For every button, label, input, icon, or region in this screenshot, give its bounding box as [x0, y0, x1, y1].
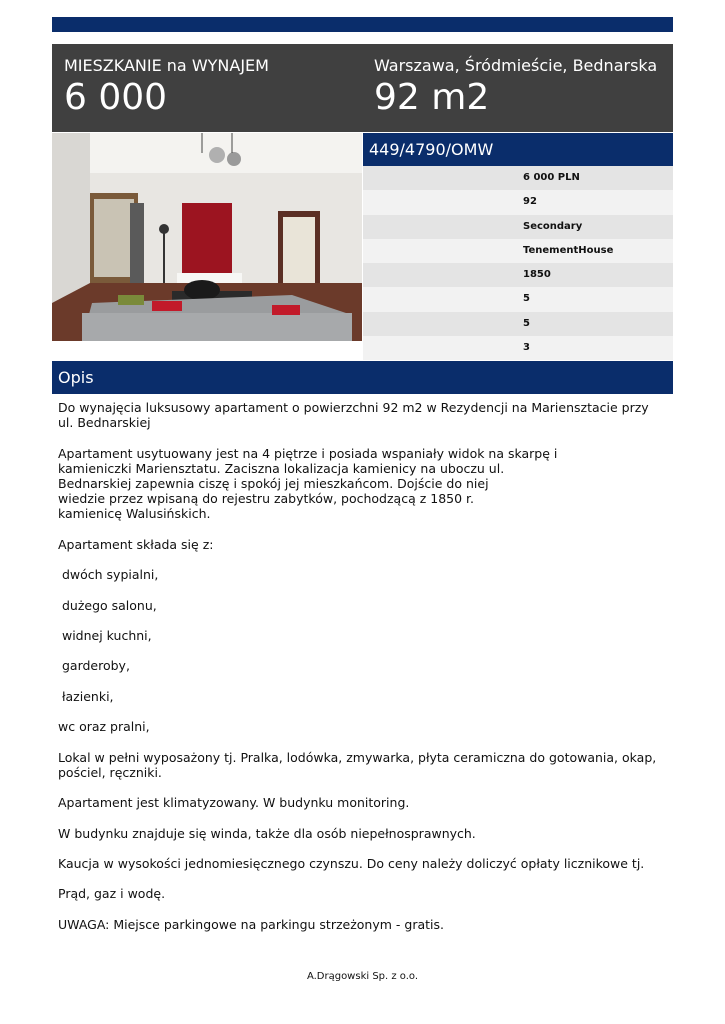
room-item: łazienki, [58, 688, 114, 704]
room-item: dużego salonu, [58, 597, 157, 613]
room-item: widnej kuchni, [58, 627, 152, 643]
room-item: wc oraz pralni, [58, 719, 150, 735]
location-line: wiedzie przez wpisaną do rejestru zabytków, pochodzącą z 1850 r. [58, 491, 474, 507]
description-location [58, 446, 668, 522]
attribute-row: 1850 [363, 263, 673, 287]
footer-company: A.Drągowski Sp. z o.o. [306, 971, 419, 982]
listing-area: 92 m2 [374, 77, 490, 118]
description-intro: Do wynajęcia luksusowy apartament o powierzchni 92 m2 w Rezydencji na Mariensztacie przy ul. Bednarskiej [58, 400, 649, 431]
attribute-row: 92 [363, 190, 673, 214]
reference-number: 449/4790/OMW [363, 133, 673, 166]
listing-location: Warszawa, Śródmieście, Bednarska [374, 56, 658, 75]
utilities-text: Prąd, gaz i wodę. [58, 886, 166, 902]
attribute-row: Secondary [363, 215, 673, 239]
listing-title: MIESZKANIE na WYNAJEM [64, 56, 269, 75]
top-accent-bar [52, 17, 673, 32]
listing-price: 6 000 [64, 77, 168, 118]
listing-header [52, 44, 673, 132]
attribute-row: TenementHouse [363, 239, 673, 263]
location-line: Bednarskiej zapewnia ciszę i spokój jej mieszkańcom. Dojście do niej [58, 476, 489, 491]
room-item: dwóch sypialni, [58, 567, 159, 583]
room-item: garderoby, [58, 658, 130, 674]
attribute-row: 5 [363, 312, 673, 336]
climate-text: Apartament jest klimatyzowany. W budynku monitoring. [58, 795, 410, 811]
composition-intro: Apartament składa się z: [58, 536, 214, 552]
description-heading: Opis [52, 361, 673, 394]
attribute-row: 6 000 PLN [363, 166, 673, 190]
location-line: kamieniczki Mariensztatu. Zaciszna lokalizacja kamienicy na uboczu ul. [58, 460, 505, 476]
location-line: Apartament usytuowany jest na 4 piętrze i posiada wspaniały widok na skarpę i [58, 445, 558, 461]
attribute-table [363, 166, 673, 360]
deposit-text: Kaucja w wysokości jednomiesięcznego czynszu. Do ceny należy doliczyć opłaty licznikowe tj. [58, 855, 645, 871]
attribute-row: 5 [363, 287, 673, 311]
listing-type-block [64, 56, 269, 118]
attribute-row: 3 [363, 336, 673, 360]
apartment-photo [52, 133, 362, 341]
elevator-text: W budynku znajduje się winda, także dla osób niepełnosprawnych. [58, 825, 476, 841]
description-body [58, 400, 668, 947]
location-line: kamienicę Walusińskich. [58, 506, 211, 522]
parking-text: UWAGA: Miejsce parkingowe na parkingu strzeżonym - gratis. [58, 916, 444, 932]
listing-location-block [374, 56, 657, 118]
equipment-text: Lokal w pełni wyposażony tj. Pralka, lodówka, zmywarka, płyta ceramiczna do gotowania, okap, pościel, ręczniki. [58, 749, 657, 780]
